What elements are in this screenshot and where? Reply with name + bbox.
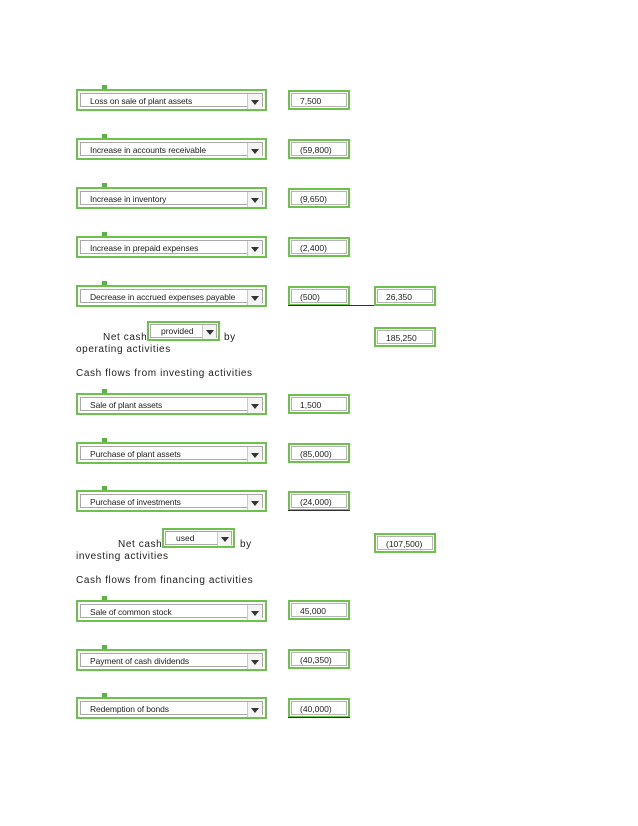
amount-value: (500) [300, 292, 320, 302]
subtotal-underline [288, 717, 350, 718]
operating-item-5-dropdown[interactable] [76, 285, 267, 307]
operating-item-1-dropdown[interactable] [76, 89, 267, 111]
chevron-down-icon[interactable] [247, 192, 262, 207]
chevron-down-icon[interactable] [217, 532, 231, 546]
dropdown-label: Purchase of investments [90, 497, 181, 507]
operating-item-5-amount[interactable] [288, 286, 350, 306]
investing-heading: Cash flows from investing activities [76, 368, 253, 379]
subtotal-underline [288, 305, 376, 306]
amount-value: (2,400) [300, 243, 327, 253]
chevron-down-icon[interactable] [247, 398, 262, 413]
chevron-down-icon[interactable] [247, 143, 262, 158]
net-cash-investing-suffix: investing activities [76, 551, 169, 562]
chevron-down-icon[interactable] [247, 702, 262, 717]
net-cash-investing-by: by [240, 539, 252, 550]
investing-item-1-amount[interactable] [288, 394, 350, 414]
amount-value: (9,650) [300, 194, 327, 204]
dropdown-label: Increase in prepaid expenses [90, 243, 199, 253]
operating-item-4-amount[interactable] [288, 237, 350, 257]
amount-value: (59,800) [300, 145, 332, 155]
net-cash-investing-total[interactable] [374, 533, 436, 553]
dropdown-label: Sale of plant assets [90, 400, 163, 410]
financing-item-3-dropdown[interactable] [76, 697, 267, 719]
net-cash-operating-suffix: operating activities [76, 344, 171, 355]
operating-item-3-dropdown[interactable] [76, 187, 267, 209]
dropdown-label: Sale of common stock [90, 607, 172, 617]
net-cash-operating-by: by [224, 332, 236, 343]
operating-item-1-amount[interactable] [288, 90, 350, 110]
investing-item-2-amount[interactable] [288, 443, 350, 463]
net-cash-investing-prefix: Net cash [118, 539, 163, 550]
dropdown-label: Decrease in accrued expenses payable [90, 292, 236, 302]
investing-item-1-dropdown[interactable] [76, 393, 267, 415]
dropdown-label: Redemption of bonds [90, 704, 169, 714]
operating-item-2-amount[interactable] [288, 139, 350, 159]
dropdown-label: Increase in accounts receivable [90, 145, 206, 155]
chevron-down-icon[interactable] [247, 241, 262, 256]
chevron-down-icon[interactable] [247, 654, 262, 669]
dropdown-label: provided [161, 326, 194, 336]
operating-item-2-dropdown[interactable] [76, 138, 267, 160]
dropdown-label: Loss on sale of plant assets [90, 96, 193, 106]
financing-item-1-amount[interactable] [288, 600, 350, 620]
chevron-down-icon[interactable] [247, 94, 262, 109]
amount-value: (107,500) [386, 539, 423, 549]
chevron-down-icon[interactable] [247, 447, 262, 462]
financing-item-3-amount[interactable] [288, 698, 350, 718]
chevron-down-icon[interactable] [202, 325, 216, 339]
net-cash-operating-dropdown[interactable] [147, 321, 220, 341]
net-cash-operating-total[interactable] [374, 327, 436, 347]
amount-value: (40,000) [300, 704, 332, 714]
amount-value: (24,000) [300, 497, 332, 507]
financing-item-1-dropdown[interactable] [76, 600, 267, 622]
net-cash-investing-dropdown[interactable] [162, 528, 235, 548]
amount-value: 7,500 [300, 96, 322, 106]
amount-value: 185,250 [386, 333, 417, 343]
financing-item-2-amount[interactable] [288, 649, 350, 669]
chevron-down-icon[interactable] [247, 290, 262, 305]
net-cash-operating-prefix: Net cash [103, 332, 148, 343]
amount-value: 1,500 [300, 400, 322, 410]
operating-adjustments-total[interactable] [374, 286, 436, 306]
subtotal-underline [288, 510, 350, 511]
amount-value: (85,000) [300, 449, 332, 459]
amount-value: 45,000 [300, 606, 326, 616]
investing-item-3-dropdown[interactable] [76, 490, 267, 512]
investing-item-3-amount[interactable] [288, 491, 350, 511]
dropdown-label: Purchase of plant assets [90, 449, 181, 459]
investing-item-2-dropdown[interactable] [76, 442, 267, 464]
operating-item-4-dropdown[interactable] [76, 236, 267, 258]
dropdown-label: Payment of cash dividends [90, 656, 190, 666]
amount-value: (40,350) [300, 655, 332, 665]
financing-heading: Cash flows from financing activities [76, 575, 254, 586]
financing-item-2-dropdown[interactable] [76, 649, 267, 671]
chevron-down-icon[interactable] [247, 495, 262, 510]
chevron-down-icon[interactable] [247, 605, 262, 620]
dropdown-label: Increase in inventory [90, 194, 167, 204]
amount-value: 26,350 [386, 292, 412, 302]
operating-item-3-amount[interactable] [288, 188, 350, 208]
dropdown-label: used [176, 533, 195, 543]
